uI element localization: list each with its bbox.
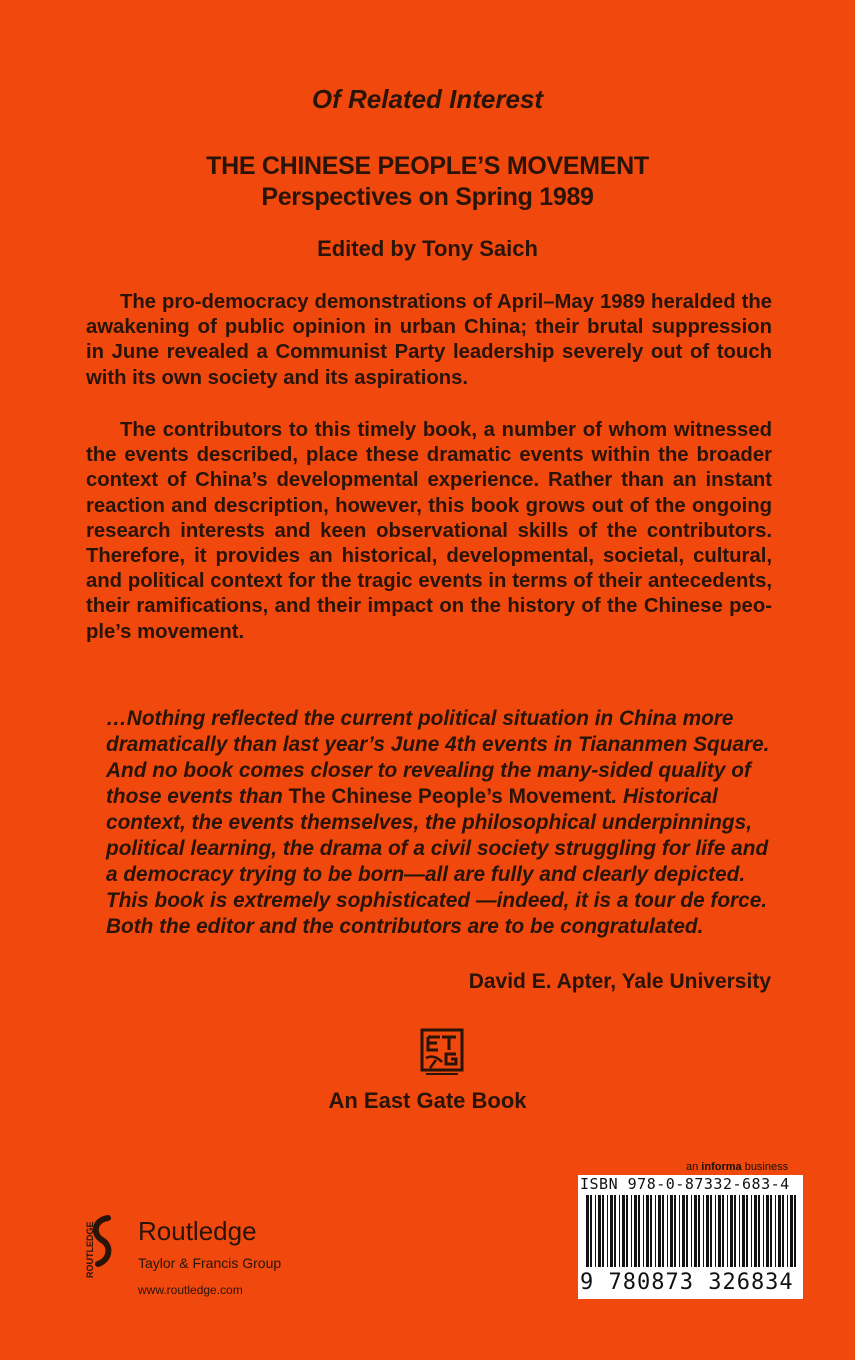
barcode-bar [643,1195,644,1267]
barcode-bar [787,1195,788,1267]
quote-text-part1: …Nothing reflected the current political situation in China more dramatically than last year’s June 4th events in Tiananmen Square. And no book comes closer to revealing the many-sided quality of those events than [106,707,770,808]
informa-suffix: business [741,1161,789,1173]
publisher-name: Routledge [138,1216,257,1246]
barcode-bar [634,1195,637,1267]
barcode-bar [674,1195,676,1267]
book-subtitle: Perspectives on Spring 1989 [261,183,594,211]
barcode-bar [679,1195,680,1267]
book-title: THE CHINESE PEOPLE’S MOVEMENT [206,152,649,180]
barcode-bar [766,1195,769,1267]
barcode-bar [602,1195,604,1267]
barcode-bar [751,1195,752,1267]
quote-text-part2: . Historical context, the events themselves, the philosophical underpinnings, political learning, the drama of a civil society struggling for life and a democracy trying to be born—all are fully and clearly depicted. This book is extremely sophisticated —indeed, it is a tour de force. Both the editor and the contributors are to be congratulated. [106,785,769,938]
isbn-number: ISBN 978-0-87332-683-4 [580,1175,790,1193]
informa-brand: informa [701,1161,742,1173]
barcode-bar [667,1195,668,1267]
barcode-bar [686,1195,688,1267]
barcode-bar [698,1195,700,1267]
barcode-bar [790,1195,793,1267]
routledge-logo [82,1214,124,1280]
barcode-bar [775,1195,776,1267]
barcode-bar [607,1195,608,1267]
barcode-bar [763,1195,764,1267]
imprint-name: An East Gate Book [328,1088,527,1113]
barcode-bar [655,1195,656,1267]
barcode-bar [650,1195,652,1267]
barcode-bar [622,1195,625,1267]
description-paragraph-1: The pro-democracy demonstrations of April–May 1989 heralded the awakening of public opinion in urban China; their brutal suppression in June revealed a Communist Party leadership severely out of touch with its own society and its aspirations. [86,291,772,389]
barcode-bar [595,1195,596,1267]
publisher-url: www.routledge.com [138,1283,243,1297]
barcode-bar [646,1195,649,1267]
barcode-bar [610,1195,613,1267]
editor-credit: Edited by Tony Saich [317,236,538,261]
barcode-bar [754,1195,757,1267]
publisher-group: Taylor & Francis Group [138,1255,282,1271]
barcode-bar [794,1195,796,1267]
routledge-logo-text: ROUTLEDGE [85,1221,95,1278]
barcode-bar [746,1195,748,1267]
isbn-barcode [578,1175,803,1299]
barcode-bar [691,1195,692,1267]
barcode-bar [739,1195,740,1267]
barcode-bar [626,1195,628,1267]
barcode-bar [682,1195,685,1267]
barcode-bar [770,1195,772,1267]
barcode-bar [734,1195,736,1267]
barcode-bar [718,1195,721,1267]
barcode-bar [586,1195,589,1267]
barcode-bar [619,1195,620,1267]
barcode-bar [742,1195,745,1267]
barcode-bar [782,1195,784,1267]
barcode-bar [694,1195,697,1267]
barcode-bar [722,1195,724,1267]
barcode-bar [730,1195,733,1267]
description-paragraph-2: The contributors to this timely book, a number of whom witnessed the events described, place these dramatic events within the broader context of China’s developmental experience. Rather than an instant reaction and description, however, this book grows out of the ongoing research interests and keen observational skills of the contributors. Therefore, it provides an historical, developmental, societal, cultural, and political context for the tragic events in terms of their antecedents, their ramifications, and their impact on the history of the Chinese people’s movement. [86,419,772,643]
review-quote [106,706,772,940]
barcode-bar [703,1195,704,1267]
barcode-bar [710,1195,712,1267]
barcode-bar [758,1195,760,1267]
informa-prefix: an [686,1161,702,1173]
informa-business-label [686,1161,788,1173]
barcode-bar [658,1195,661,1267]
related-interest-heading: Of Related Interest [311,84,544,114]
barcode-bar [614,1195,616,1267]
ean-number: 9 780873 326834 [580,1270,794,1295]
barcode-bar [598,1195,601,1267]
quote-book-title: The Chinese People’s Movement [288,785,612,808]
east-gate-logo [420,1028,464,1080]
barcode-bar [670,1195,673,1267]
quote-attribution: David E. Apter, Yale University [468,970,771,993]
barcode-bar [778,1195,781,1267]
barcode-bar [631,1195,632,1267]
barcode-bar [662,1195,664,1267]
barcode-bar [590,1195,592,1267]
barcode-bar [727,1195,728,1267]
barcode-bar [638,1195,640,1267]
barcode-bar [706,1195,709,1267]
barcode-bar [715,1195,716,1267]
